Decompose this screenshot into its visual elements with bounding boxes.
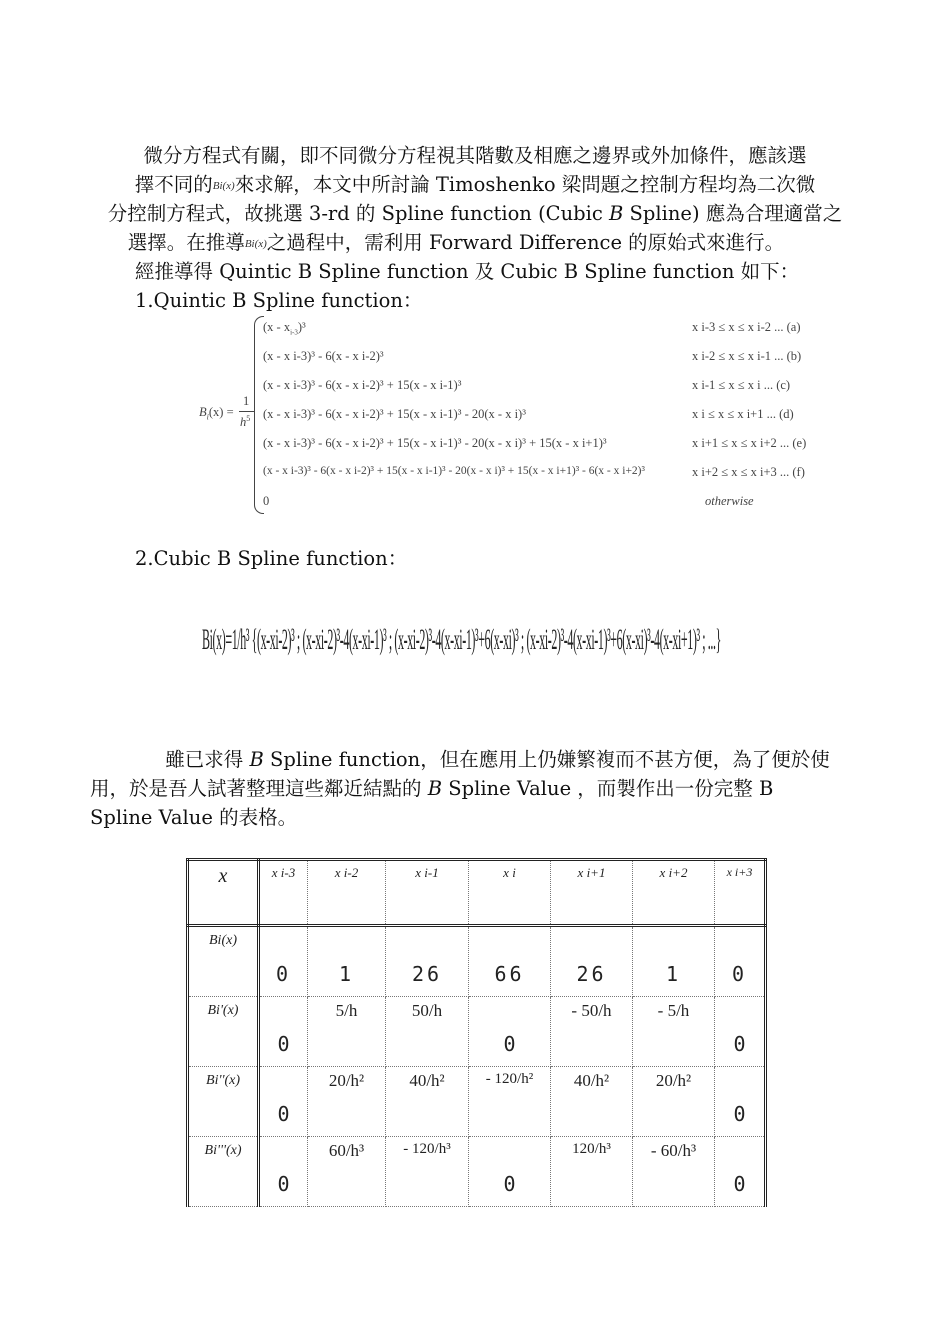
table-cell: 66 bbox=[469, 926, 551, 997]
quintic-case-d: (x - x i-3)³ - 6(x - x i-2)³ + 15(x - x i-1)³ - 20(x - x i)³ bbox=[263, 407, 526, 421]
para3-line1: 雖已求得 B Spline function，但在應用上仍嫌繁複而不甚方便，為了便於使 bbox=[165, 748, 830, 771]
para1-line4: 選擇。在推導Bi(x)之過程中，需利用 Forward Difference 的原始式來進行。 bbox=[127, 231, 785, 254]
heading-quintic: 1.Quintic B Spline function： bbox=[135, 289, 423, 312]
table-cell: 60/h³ bbox=[308, 1137, 386, 1207]
table-row bbox=[188, 997, 766, 1067]
table-cell: - 60/h³ bbox=[633, 1137, 715, 1207]
para2: 經推導得 Quintic B Spline function 及 Cubic B Spline function 如下： bbox=[135, 260, 800, 283]
table-cell: 120/h³ bbox=[551, 1137, 633, 1207]
quintic-frac-num: 1 bbox=[243, 394, 250, 408]
table-cell: 0 bbox=[259, 1067, 308, 1137]
table-cell: 26 bbox=[386, 926, 469, 997]
quintic-case-e: (x - x i-3)³ - 6(x - x i-2)³ + 15(x - x i-1)³ - 20(x - x i)³ + 15(x - x i+1)³ bbox=[263, 436, 607, 450]
table-header-row bbox=[188, 860, 766, 926]
quintic-cond-d: x i ≤ x ≤ x i+1 ... (d) bbox=[692, 407, 794, 421]
table-header-cell: x i-1 bbox=[386, 860, 469, 926]
para3-line3: Spline Value 的表格。 bbox=[90, 806, 298, 829]
table-cell: 40/h² bbox=[386, 1067, 469, 1137]
table-cell: - 120/h³ bbox=[386, 1137, 469, 1207]
para1-line1: 微分方程式有關，即不同微分方程視其階數及相應之邊界或外加條件，應該選 bbox=[143, 144, 807, 167]
table-cell: 0 bbox=[259, 1137, 308, 1207]
table-cell: 0 bbox=[259, 997, 308, 1067]
quintic-case-a: $(x - x_{i-3})^3$ bbox=[263, 320, 306, 337]
table-cell: 20/h² bbox=[633, 1067, 715, 1137]
bix-symbol-2: Bi(x) bbox=[244, 238, 267, 250]
table-row bbox=[188, 1067, 766, 1137]
table-row-label: Bi(x) bbox=[188, 926, 259, 997]
quintic-cond-a: x i-3 ≤ x ≤ x i-2 ... (a) bbox=[692, 320, 801, 334]
table-cell: - 5/h bbox=[633, 997, 715, 1067]
table-header-cell: x i+2 bbox=[633, 860, 715, 926]
quintic-cond-b: x i-2 ≤ x ≤ x i-1 ... (b) bbox=[692, 349, 802, 363]
table-cell: 0 bbox=[259, 926, 308, 997]
table-cell: 0 bbox=[715, 1137, 766, 1207]
quintic-cond-g: otherwise bbox=[705, 494, 754, 508]
para1-line2: 擇不同的Bi(x)來求解，本文中所討論 Timoshenko 梁問題之控制方程均為二次微 bbox=[134, 173, 816, 196]
table-cell: 20/h² bbox=[308, 1067, 386, 1137]
table-row-label: Bi'(x) bbox=[188, 997, 259, 1067]
quintic-cond-e: x i+1 ≤ x ≤ x i+2 ... (e) bbox=[692, 436, 807, 450]
table-header-cell: x i-3 bbox=[259, 860, 308, 926]
table-header-cell: x i bbox=[469, 860, 551, 926]
table-cell: 26 bbox=[551, 926, 633, 997]
table-cell: 1 bbox=[308, 926, 386, 997]
table-cell: 50/h bbox=[386, 997, 469, 1067]
table-cell: - 120/h² bbox=[469, 1067, 551, 1137]
bix-symbol: Bi(x) bbox=[212, 180, 235, 192]
quintic-case-c: (x - x i-3)³ - 6(x - x i-2)³ + 15(x - x i-1)³ bbox=[263, 378, 462, 392]
table-header-cell: x i+3 bbox=[715, 860, 766, 926]
quintic-case-g: 0 bbox=[263, 494, 270, 508]
table-cell: 0 bbox=[469, 1137, 551, 1207]
quintic-case-f: (x - x i-3)³ - 6(x - x i-2)³ + 15(x - x i-1)³ - 20(x - x i)³ + 15(x - x i+1)³ - 6(x - x i+2)³ bbox=[263, 465, 645, 477]
quintic-frac-bar bbox=[239, 411, 255, 412]
table-cell: 0 bbox=[715, 997, 766, 1067]
table-header-cell: x i+1 bbox=[551, 860, 633, 926]
table-cell: - 50/h bbox=[551, 997, 633, 1067]
table-row bbox=[188, 1137, 766, 1207]
quintic-cond-f: x i+2 ≤ x ≤ x i+3 ... (f) bbox=[692, 465, 805, 479]
cubic-formula: Bi(x)=1/h³ {(x-xi-2)³ ; (x-xi-2)³-4(x-xi-1)³ ; (x-xi-2)³-4(x-xi-1)³+6(x-xi)³ ; (x-xi-2)³-4(x-xi-1)³+6(x-xi)³-4(x-xi+1)³ ; ...} bbox=[202, 623, 721, 656]
quintic-frac-den: $h^5$ bbox=[240, 414, 251, 430]
table-cell: 0 bbox=[469, 997, 551, 1067]
quintic-cond-c: x i-1 ≤ x ≤ x i ... (c) bbox=[692, 378, 791, 392]
table-cell: 5/h bbox=[308, 997, 386, 1067]
table-cell: 0 bbox=[715, 926, 766, 997]
b-spline-value-table bbox=[186, 858, 767, 1207]
table-row-label: Bi'''(x) bbox=[188, 1137, 259, 1207]
heading-cubic: 2.Cubic B Spline function： bbox=[135, 547, 408, 570]
table-row-label: Bi''(x) bbox=[188, 1067, 259, 1137]
quintic-case-b: (x - x i-3)³ - 6(x - x i-2)³ bbox=[263, 349, 384, 363]
table-row bbox=[188, 926, 766, 997]
table-cell: 40/h² bbox=[551, 1067, 633, 1137]
table-cell: 0 bbox=[715, 1067, 766, 1137]
para3-line2: 用，於是吾人試著整理這些鄰近結點的 B Spline Value ，而製作出一份完整 B bbox=[90, 777, 774, 800]
table-header-cell: x bbox=[188, 860, 259, 926]
table-header-cell: x i-2 bbox=[308, 860, 386, 926]
quintic-lhs: $B_i(x)$ = bbox=[199, 405, 234, 422]
table-cell: 1 bbox=[633, 926, 715, 997]
para1-line3: 分控制方程式，故挑選 3-rd 的 Spline function (Cubic B Spline) 應為合理適當之 bbox=[107, 202, 843, 225]
